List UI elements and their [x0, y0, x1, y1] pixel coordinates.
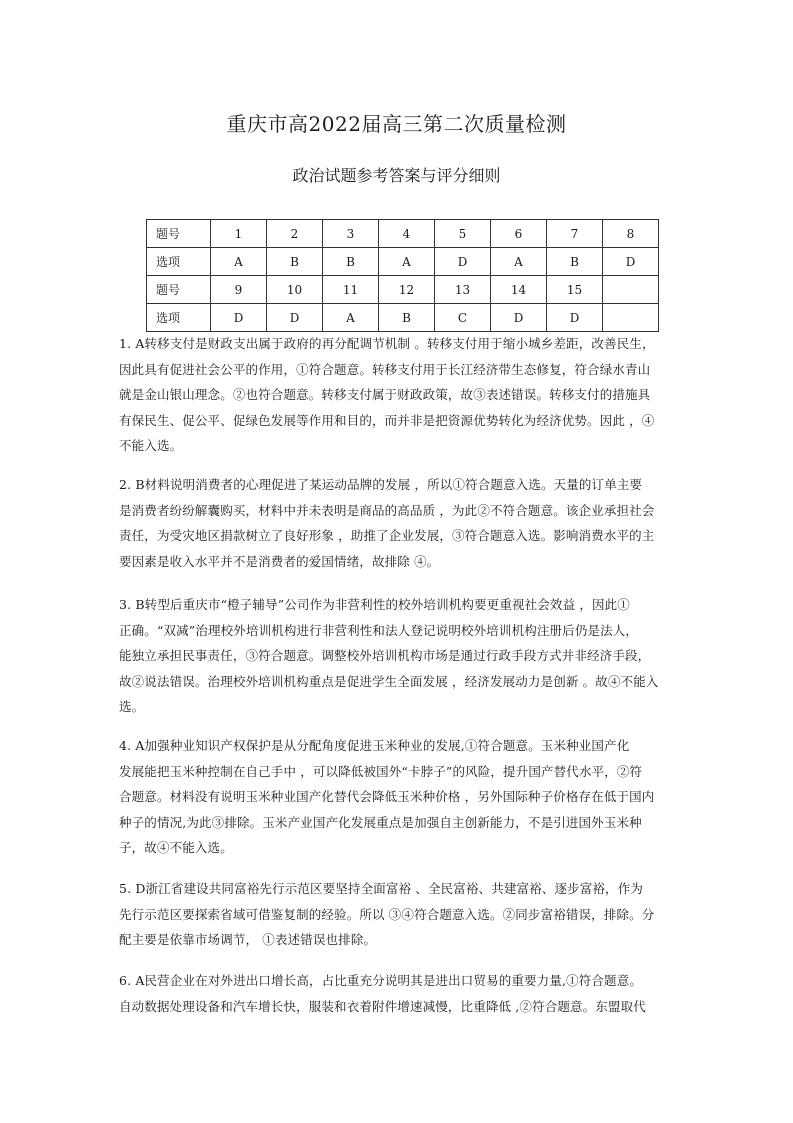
text-line: 故②说法错误。治理校外培训机构重点是促进学生全面发展 ，经济发展动力是创新 。故④不能入: [119, 673, 659, 689]
row-label: 选项: [147, 304, 211, 332]
table-cell: D: [267, 304, 323, 332]
table-cell: A: [491, 248, 547, 276]
table-cell: 6: [491, 220, 547, 248]
text-line: 因此具有促进社会公平的作用，①符合题意。转移支付用于长江经济带生态修复，符合绿水青山: [119, 361, 651, 377]
text-line: 4. A加强种业知识产权保护是从分配角度促进玉米种业的发展,①符合题意。玉米种业国产化: [119, 738, 630, 753]
table-cell: D: [435, 248, 491, 276]
table-cell: D: [211, 304, 267, 332]
text-line: 子，故④不能入选。: [119, 840, 233, 855]
table-cell: D: [491, 304, 547, 332]
text-line: 先行示范区要探索省域可借鉴复制的经验。所以 ③④符合题意入选。②同步富裕错误，排除。分: [119, 906, 655, 922]
answer-explanation-2: [119, 472, 679, 574]
table-cell: B: [323, 248, 379, 276]
answer-explanation-3: [119, 592, 679, 720]
text-line: 配主要是依靠市场调节， ①表述错误也排除。: [119, 932, 377, 947]
text-line: 能独立承担民事责任，③符合题意。调整校外培训机构市场是通过行政手段方式并非经济手段，: [119, 648, 651, 663]
table-cell: 5: [435, 220, 491, 248]
answer-explanation-6: [119, 968, 679, 1019]
text-line: 不能入选。: [119, 438, 183, 453]
table-cell: 2: [267, 220, 323, 248]
table-cell: 14: [491, 276, 547, 304]
text-line: 自动数据处理设备和汽车增长快，服装和衣着附件增速减慢，比重降低 ,②符合题意。东盟取代: [119, 998, 646, 1014]
text-line: 6. A民营企业在对外进出口增长高，占比重充分说明其是进出口贸易的重要力量,①符合题意。: [119, 973, 643, 988]
table-cell: [603, 276, 659, 304]
text-line: 2. B材料说明消费者的心理促进了某运动品牌的发展 ，所以①符合题意入选。天量的订单主要: [119, 477, 643, 492]
table-row: [147, 304, 659, 332]
text-line: 3. B转型后重庆市“橙子辅导”公司作为非营利性的校外培训机构要更重视社会效益 ，因此①: [119, 597, 630, 612]
text-line: 合题意。材料没有说明玉米种业国产化替代会降低玉米种价格 ，另外国际种子价格存在低于国内: [119, 789, 655, 804]
table-cell: D: [603, 248, 659, 276]
text-line: 1. A转移支付是财政支出属于政府的再分配调节机制 。转移支付用于缩小城乡差距，改善民生，: [119, 336, 655, 351]
table-cell: 10: [267, 276, 323, 304]
table-cell: 11: [323, 276, 379, 304]
table-row: [147, 276, 659, 304]
row-label: 选项: [147, 248, 211, 276]
table-cell: 3: [323, 220, 379, 248]
text-line: 就是金山银山理念。②也符合题意。转移支付属于财政政策，故③表述错误。转移支付的措施具: [119, 387, 651, 402]
table-cell: 7: [547, 220, 603, 248]
text-line: 选。: [119, 699, 145, 714]
row-label: 题号: [147, 276, 211, 304]
table-cell: [603, 304, 659, 332]
table-cell: B: [379, 304, 435, 332]
table-cell: 9: [211, 276, 267, 304]
answer-explanation-1: [119, 331, 679, 459]
table-cell: 12: [379, 276, 435, 304]
table-cell: 8: [603, 220, 659, 248]
table-cell: A: [323, 304, 379, 332]
answer-explanation-5: [119, 876, 679, 953]
text-line: 发展能把玉米种控制在自己手中 ，可以降低被国外“卡脖子”的风险，提升国产替代水平，②符: [119, 763, 643, 779]
text-line: 责任，为受灾地区捐款树立了良好形象 ，助推了企业发展，③符合题意入选。影响消费水平的主: [119, 528, 655, 543]
row-label: 题号: [147, 220, 211, 248]
text-line: 有保民生、促公平、促绿色发展等作用和目的，而并非是把资源优势转化为经济优势。因此 ，④: [119, 412, 655, 428]
text-line: 是消费者纷纷解囊购买，材料中并未表明是商品的高品质 ，为此②不符合题意。该企业承担社会: [119, 502, 655, 518]
table-cell: D: [547, 304, 603, 332]
table-cell: 13: [435, 276, 491, 304]
table-cell: 15: [547, 276, 603, 304]
table-cell: C: [435, 304, 491, 332]
table-row: [147, 248, 659, 276]
text-line: 要因素是收入水平并不是消费者的爱国情绪，故排除 ④。: [119, 553, 440, 569]
table-row: [147, 220, 659, 248]
answer-explanation-4: [119, 733, 679, 861]
table-cell: 1: [211, 220, 267, 248]
table-cell: 4: [379, 220, 435, 248]
answer-table: [146, 219, 659, 332]
page-subtitle: 政治试题参考答案与评分细则: [292, 166, 501, 185]
table-cell: B: [547, 248, 603, 276]
table-cell: A: [379, 248, 435, 276]
text-line: 5. D浙江省建设共同富裕先行示范区要坚持全面富裕 、全民富裕、共建富裕、逐步富裕，作为: [119, 881, 643, 896]
page-title: 重庆市高2022届高三第二次质量检测: [226, 112, 567, 136]
text-line: 正确。“双减”治理校外培训机构进行非营利性和法人登记说明校外培训机构注册后仍是法人，: [119, 622, 639, 638]
table-cell: A: [211, 248, 267, 276]
table-cell: B: [267, 248, 323, 276]
text-line: 种子的情况,为此③排除。玉米产业国产化发展重点是加强自主创新能力，不是引进国外玉米种: [119, 814, 642, 830]
